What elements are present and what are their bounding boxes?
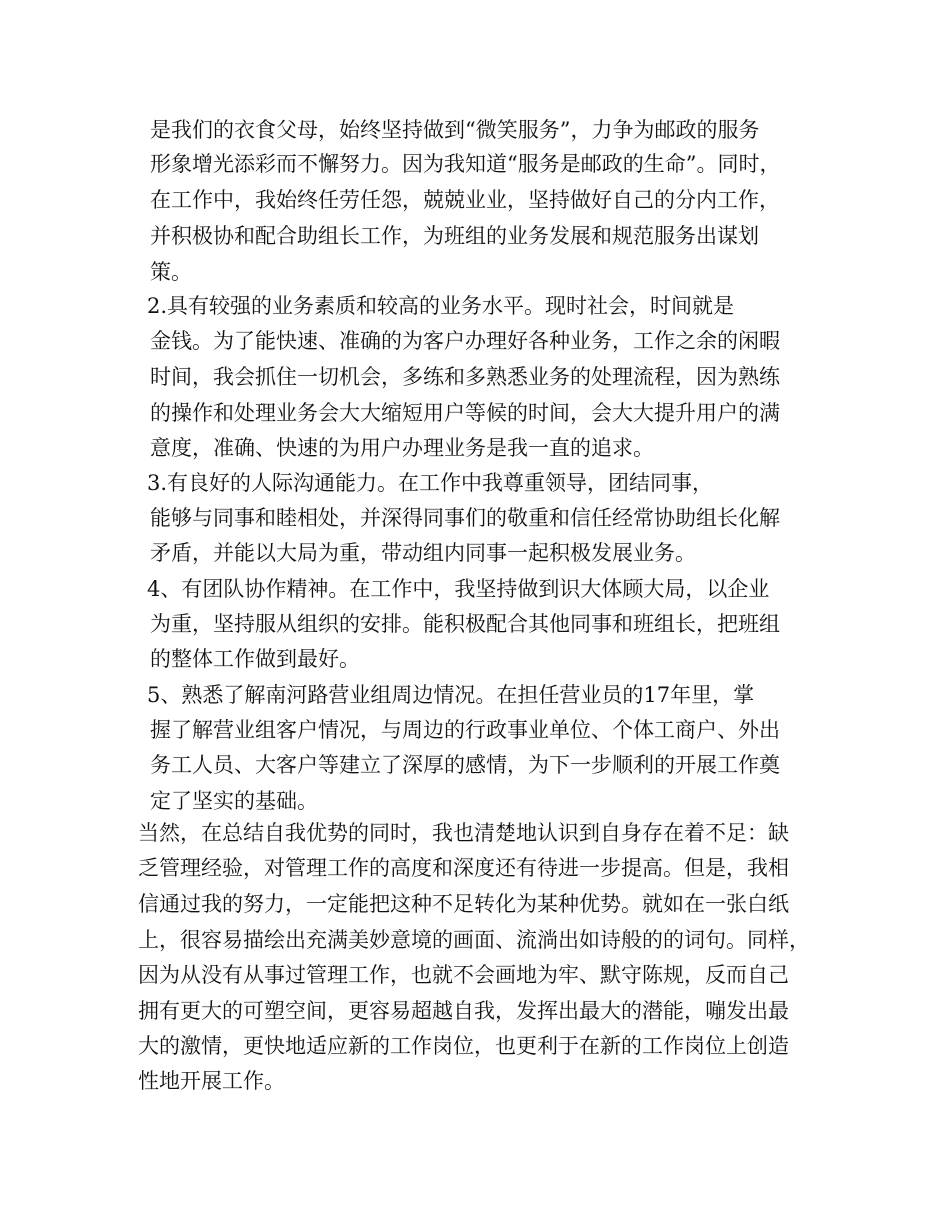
text-line: 5、熟悉了解南河路营业组周边情况。在担任营业员的17年里，掌 — [147, 683, 755, 707]
text-line: 2.具有较强的业务素质和较高的业务水平。现时社会，时间就是 — [147, 294, 735, 318]
text-line: 上，很容易描绘出充满美妙意境的画面、流淌出如诗般的的词句。同样， — [138, 928, 810, 952]
text-line: 因为从没有从事过管理工作，也就不会画地为牢、默守陈规，反而自己 — [138, 963, 789, 987]
text-line: 信通过我的努力，一定能把这种不足转化为某种优势。就如在一张白纸 — [138, 892, 789, 916]
text-line: 形象增光添彩而不懈努力。因为我知道“服务是邮政的生命”。同时， — [150, 152, 781, 176]
text-line: 3.有良好的人际沟通能力。在工作中我尊重领导，团结同事， — [147, 471, 714, 495]
text-line: 4、有团队协作精神。在工作中，我坚持做到识大体顾大局，以企业 — [147, 577, 770, 601]
text-line: 并积极协和配合助组长工作，为班组的业务发展和规范服务出谋划 — [150, 224, 759, 248]
text-line: 金钱。为了能快速、准确的为客户办理好各种业务，工作之余的闲暇 — [150, 329, 780, 353]
text-line: 定了坚实的基础。 — [150, 789, 318, 813]
text-line: 大的激情，更快地适应新的工作岗位，也更利于在新的工作岗位上创造 — [138, 1034, 789, 1058]
text-line: 当然，在总结自我优势的同时，我也清楚地认识到自身存在着不足：缺 — [138, 821, 789, 845]
text-line: 的操作和处理业务会大大缩短用户等候的时间，会大大提升用户的满 — [150, 401, 780, 425]
text-line: 性地开展工作。 — [138, 1069, 285, 1093]
text-line: 为重，坚持服从组织的安排。能积极配合其他同事和班组长，把班组 — [150, 612, 780, 636]
text-line: 乏管理经验，对管理工作的高度和深度还有待进一步提高。但是，我相 — [138, 856, 789, 880]
text-line: 是我们的衣食父母，始终坚持做到“微笑服务”，力争为邮政的服务 — [150, 118, 760, 142]
text-line: 能够与同事和睦相处，并深得同事们的敬重和信任经常协助组长化解 — [150, 506, 780, 530]
text-line: 在工作中，我始终任劳任怨，兢兢业业，坚持做好自己的分内工作， — [150, 188, 780, 212]
text-line: 的整体工作做到最好。 — [150, 647, 360, 671]
text-line: 矛盾，并能以大局为重，带动组内同事一起积极发展业务。 — [150, 541, 696, 565]
text-line: 意度，准确、快速的为用户办理业务是我一直的追求。 — [150, 436, 654, 460]
text-line: 时间，我会抓住一切机会，多练和多熟悉业务的处理流程，因为熟练 — [150, 365, 780, 389]
text-line: 务工人员、大客户等建立了深厚的感情，为下一步顺利的开展工作奠 — [150, 753, 780, 777]
text-line: 策。 — [150, 260, 192, 284]
text-line: 拥有更大的可塑空间，更容易超越自我，发挥出最大的潜能，嘣发出最 — [138, 999, 789, 1023]
text-line: 握了解营业组客户情况，与周边的行政事业单位、个体工商户、外出 — [150, 718, 780, 742]
